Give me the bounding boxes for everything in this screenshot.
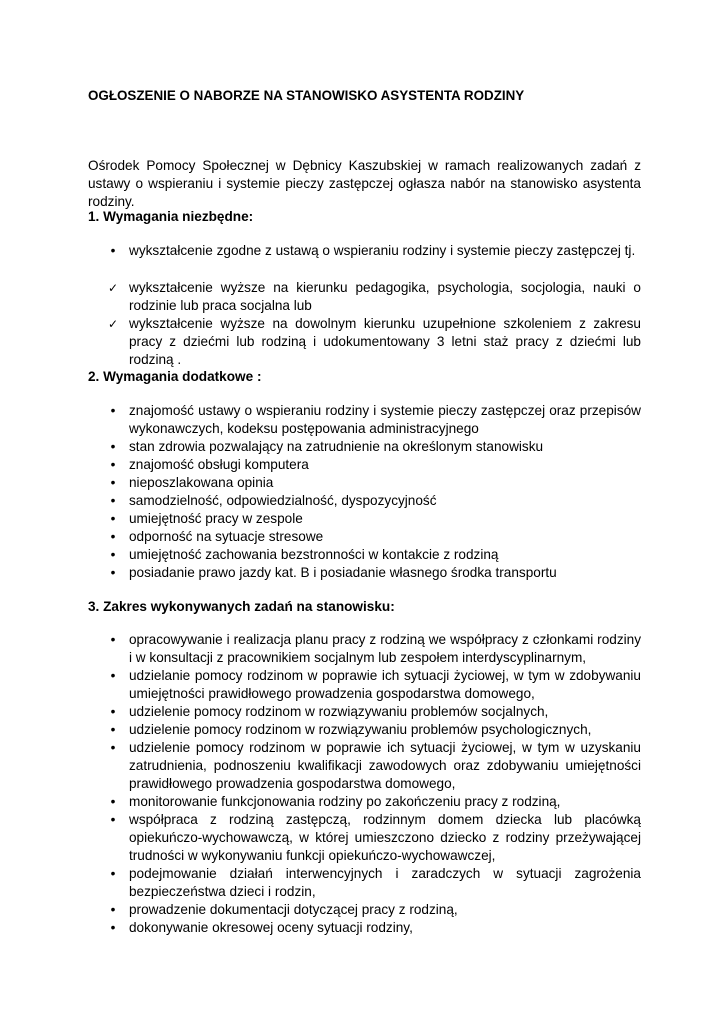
section-3-list (88, 631, 641, 937)
list-item: • współpraca z rodziną zastępczą, rodzinnym domem dziecka lub placówką opiekuńczo-wychowawczą, w której umieszczono dziecko z rodziny przeżywającej trudności w wykonywaniu funkcji opiekuńczo-wychowawczej, (88, 811, 641, 865)
section-3-heading: 3. Zakres wykonywanych zadań na stanowisku: (88, 599, 395, 614)
list-item: • udzielanie pomocy rodzinom w poprawie ich sytuacji życiowej, w tym w zdobywaniu umiejętności prawidłowego prowadzenia gospodarstwa domowego, (88, 667, 641, 703)
bullet-icon (106, 667, 120, 685)
page-title: OGŁOSZENIE O NABORZE NA STANOWISKO ASYSTENTA RODZINY (88, 88, 525, 103)
section-1-check-list (88, 279, 641, 369)
list-item: ✓ wykształcenie wyższe na kierunku pedagogika, psychologia, socjologia, nauki o rodzinie lub praca socjalna lub (88, 279, 641, 315)
list-item: • umiejętność pracy w zespole (88, 510, 641, 528)
section-2-list (88, 402, 641, 582)
list-item: • opracowywanie i realizacja planu pracy z rodziną we współpracy z członkami rodziny i w konsultacji z pracownikiem socjalnym lub zespołem interdyscyplinarnym, (88, 631, 641, 667)
bullet-icon (106, 456, 120, 474)
bullet-icon (106, 811, 120, 829)
bullet-icon (106, 546, 120, 564)
bullet-icon (106, 919, 120, 937)
bullet-icon (106, 901, 120, 919)
list-item: • posiadanie prawo jazdy kat. B i posiadanie własnego środka transportu (88, 564, 641, 582)
bullet-icon (106, 510, 120, 528)
section-1-heading: 1. Wymagania niezbędne: (88, 209, 254, 224)
bullet-icon (106, 438, 120, 456)
bullet-icon (106, 564, 120, 582)
bullet-icon (106, 865, 120, 883)
bullet-icon (106, 242, 120, 260)
bullet-icon (106, 528, 120, 546)
list-item: • znajomość ustawy o wspieraniu rodziny i systemie pieczy zastępczej oraz przepisów wykonawczych, kodeksu postępowania administracyjnego (88, 402, 641, 438)
list-item: • znajomość obsługi komputera (88, 456, 641, 474)
list-item: • stan zdrowia pozwalający na zatrudnienie na określonym stanowisku (88, 438, 641, 456)
section-1-bullet-list (88, 242, 641, 260)
list-item: • umiejętność zachowania bezstronności w kontakcie z rodziną (88, 546, 641, 564)
bullet-icon (106, 474, 120, 492)
bullet-icon (106, 492, 120, 510)
list-item: ✓ wykształcenie wyższe na dowolnym kierunku uzupełnione szkoleniem z zakresu pracy z dziećmi lub rodziną i udokumentowany 3 letni staż pracy z dziećmi lub rodziną . (88, 315, 641, 369)
bullet-icon (106, 402, 120, 420)
bullet-icon (106, 793, 120, 811)
list-item: • udzielenie pomocy rodzinom w poprawie ich sytuacji życiowej, w tym w uzyskaniu zatrudnienia, podnoszeniu kwalifikacji zawodowych oraz zdobywaniu umiejętności prawidłowego prowadzenia gospodarstwa domowego, (88, 739, 641, 793)
list-item: • samodzielność, odpowiedzialność, dyspozycyjność (88, 492, 641, 510)
list-item: • prowadzenie dokumentacji dotyczącej pracy z rodziną, (88, 901, 641, 919)
intro-paragraph: Ośrodek Pomocy Społecznej w Dębnicy Kaszubskiej w ramach realizowanych zadań z ustawy o wspieraniu i systemie pieczy zastępczej ogłasza nabór na stanowisko asystenta rodziny. (88, 158, 641, 209)
list-item: • udzielenie pomocy rodzinom w rozwiązywaniu problemów socjalnych, (88, 703, 641, 721)
section-2-heading: 2. Wymagania dodatkowe : (88, 369, 262, 384)
list-item: • dokonywanie okresowej oceny sytuacji rodziny, (88, 919, 641, 937)
bullet-icon (106, 631, 120, 649)
bullet-icon (106, 739, 120, 757)
list-item: • monitorowanie funkcjonowania rodziny po zakończeniu pracy z rodziną, (88, 793, 641, 811)
checkmark-icon (106, 279, 120, 297)
list-item: • wykształcenie zgodne z ustawą o wspieraniu rodziny i systemie pieczy zastępczej tj. (88, 242, 641, 260)
list-item: • podejmowanie działań interwencyjnych i zaradczych w sytuacji zagrożenia bezpieczeństwa dzieci i rodzin, (88, 865, 641, 901)
list-item: • udzielenie pomocy rodzinom w rozwiązywaniu problemów psychologicznych, (88, 721, 641, 739)
list-item: • nieposzlakowana opinia (88, 474, 641, 492)
bullet-icon (106, 703, 120, 721)
checkmark-icon (106, 315, 120, 333)
bullet-icon (106, 721, 120, 739)
list-item: • odporność na sytuacje stresowe (88, 528, 641, 546)
